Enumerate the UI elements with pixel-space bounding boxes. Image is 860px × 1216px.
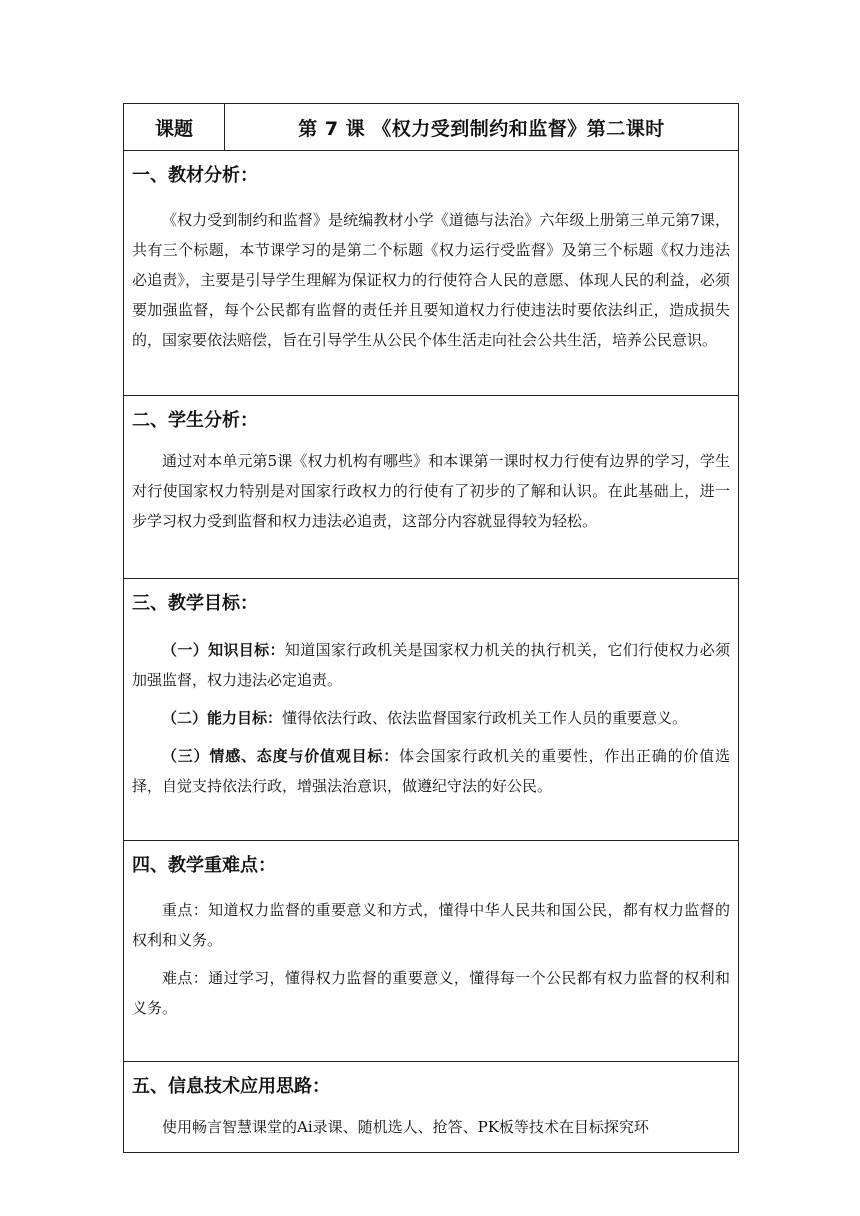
section-teaching-objectives	[124, 579, 738, 841]
section-body	[124, 1108, 738, 1153]
section-heading: 一、教材分析：	[132, 165, 258, 186]
title-label: 课题	[124, 104, 225, 150]
section-heading: 五、信息技术应用思路：	[132, 1076, 330, 1097]
section-heading: 二、学生分析：	[132, 410, 258, 431]
objective-text: 懂得依法行政、依法监督国家行政机关工作人员的重要意义。	[282, 709, 688, 727]
key-point: 重点：知道权力监督的重要意义和方式，懂得中华人民共和国公民，都有权力监督的权利和义务。	[132, 901, 730, 949]
objective-lead: （三）情感、态度与价值观目标：	[162, 747, 399, 765]
lesson-title: 第 7 课 《权力受到制约和监督》第二课时	[298, 117, 665, 140]
section-heading: 三、教学目标：	[132, 593, 258, 614]
paragraph: 使用畅言智慧课堂的Ai录课、随机选人、抢答、PK板等技术在目标探究环	[162, 1118, 649, 1136]
objective-ability	[132, 703, 730, 733]
paragraph: 《权力受到制约和监督》是统编教材小学《道德与法治》六年级上册第三单元第7课，共有三个标题，本节课学习的是第二个标题《权力运行受监督》及第三个标题《权力违法必追责》，主要是引导学生理解为保证权力的行使符合人民的意愿、体现人民的利益，必须要加强监督，每个公民都有监督的责任并且要知道权力行使违法时要依法纠正，造成损失的，国家要依法赔偿，旨在引导学生从公民个体生活走向社会公共生活，培养公民意识。	[132, 211, 730, 349]
lesson-plan-table	[123, 103, 739, 1153]
section-student-analysis	[124, 396, 738, 579]
section-body	[124, 625, 738, 840]
section-textbook-analysis	[124, 151, 738, 396]
objective-lead: （二）能力目标：	[162, 709, 283, 727]
section-body	[124, 442, 738, 578]
section-key-difficult-points	[124, 841, 738, 1062]
section-body	[124, 887, 738, 1061]
objective-knowledge	[132, 635, 730, 695]
objective-text: 知道国家行政机关是国家权力机关的执行机关，它们行使权力必须加强监督，权力违法必定追责。	[132, 641, 730, 689]
title-row	[124, 104, 738, 151]
objective-emotion	[132, 741, 730, 801]
objective-lead: （一）知识目标：	[162, 641, 285, 659]
section-body	[124, 197, 738, 395]
section-heading: 四、教学重难点：	[132, 855, 276, 876]
section-it-application	[124, 1062, 738, 1153]
paragraph: 通过对本单元第5课《权力机构有哪些》和本课第一课时权力行使有边界的学习，学生对行使国家权力特别是对国家行政权力的行使有了初步的了解和认识。在此基础上，进一步学习权力受到监督和权力违法必追责，这部分内容就显得较为轻松。	[132, 452, 730, 530]
difficult-point: 难点：通过学习，懂得权力监督的重要意义，懂得每一个公民都有权力监督的权利和义务。	[132, 969, 730, 1017]
objective-text: 体会国家行政机关的重要性，作出正确的价值选择，自觉支持依法行政，增强法治意识，做遵纪守法的好公民。	[132, 747, 730, 795]
